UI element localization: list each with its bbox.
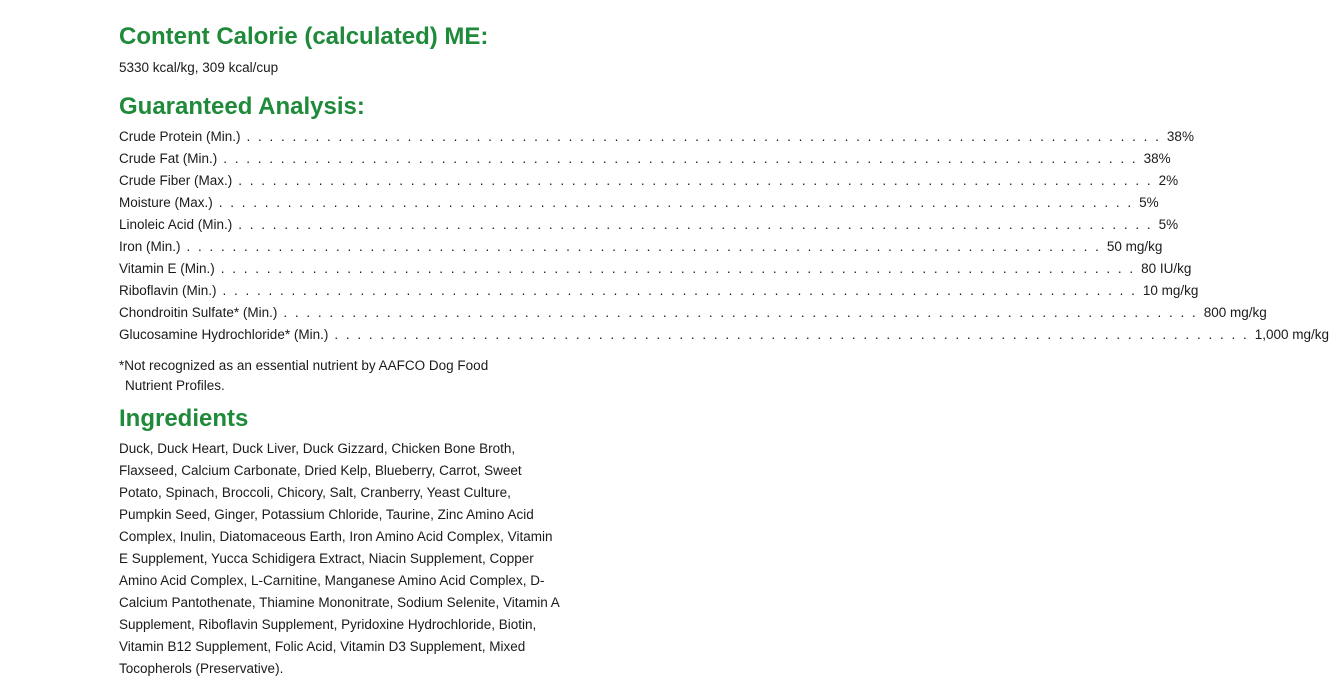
footnote xyxy=(119,356,539,396)
analysis-value: 800 mg/kg xyxy=(1203,305,1267,320)
analysis-value: 50 mg/kg xyxy=(1106,239,1163,254)
analysis-row xyxy=(119,214,1179,236)
dot-leader: . . . . . . . . . . . . . . . . . . . . . . . . . . . . . . . . . . . . . . . . . . . . . . . . . . . . . . . . . . . . . . . . . . . . . . . . . . . . . . . . xyxy=(246,129,1161,144)
analysis-value: 1,000 mg/kg xyxy=(1254,327,1329,342)
ingredients-list: Duck, Duck Heart, Duck Liver, Duck Gizzard, Chicken Bone Broth, Flaxseed, Calcium Carbonate, Dried Kelp, Blueberry, Carrot, Sweet Potato, Spinach, Broccoli, Chicory, Salt, Cranberry, Yeast Culture, Pumpkin Seed, Ginger, Potassium Chloride, Taurine, Zinc Amino Acid Complex, Inulin, Diatomaceous Earth, Iron Amino Acid Complex, Vitamin E Supplement, Yucca Schidigera Extract, Niacin Supplement, Copper Amino Acid Complex, L-Carnitine, Manganese Amino Acid Complex, D-Calcium Pantothenate, Thiamine Mononitrate, Sodium Selenite, Vitamin A Supplement, Riboflavin Supplement, Pyridoxine Hydrochloride, Biotin, Vitamin B12 Supplement, Folic Acid, Vitamin D3 Supplement, Mixed Tocopherols (Preservative). xyxy=(119,441,560,676)
guaranteed-analysis-heading: Guaranteed Analysis: xyxy=(119,93,365,120)
dot-leader: . . . . . . . . . . . . . . . . . . . . . . . . . . . . . . . . . . . . . . . . . . . . . . . . . . . . . . . . . . . . . . . . . . . . . . . . . . . . . . . . xyxy=(222,283,1137,298)
dot-leader: . . . . . . . . . . . . . . . . . . . . . . . . . . . . . . . . . . . . . . . . . . . . . . . . . . . . . . . . . . . . . . . . . . . . . . . . . . . . . . . . xyxy=(238,217,1153,232)
dot-leader: . . . . . . . . . . . . . . . . . . . . . . . . . . . . . . . . . . . . . . . . . . . . . . . . . . . . . . . . . . . . . . . . . . . . . . . . . . . . . . . . xyxy=(186,239,1101,254)
analysis-label: Chondroitin Sulfate* (Min.) xyxy=(119,305,278,320)
analysis-value: 2% xyxy=(1158,173,1179,188)
dot-leader: . . . . . . . . . . . . . . . . . . . . . . . . . . . . . . . . . . . . . . . . . . . . . . . . . . . . . . . . . . . . . . . . . . . . . . . . . . . . . . . . xyxy=(334,327,1249,342)
dot-leader: . . . . . . . . . . . . . . . . . . . . . . . . . . . . . . . . . . . . . . . . . . . . . . . . . . . . . . . . . . . . . . . . . . . . . . . . . . . . . . . . xyxy=(238,173,1153,188)
analysis-label: Linoleic Acid (Min.) xyxy=(119,217,233,232)
analysis-value: 10 mg/kg xyxy=(1142,283,1199,298)
analysis-value: 38% xyxy=(1143,151,1171,166)
analysis-label: Moisture (Max.) xyxy=(119,195,213,210)
analysis-row xyxy=(119,126,1194,148)
analysis-label: Riboflavin (Min.) xyxy=(119,283,217,298)
analysis-label: Crude Fat (Min.) xyxy=(119,151,218,166)
analysis-value: 80 IU/kg xyxy=(1141,261,1192,276)
analysis-row xyxy=(119,236,1163,258)
analysis-value: 38% xyxy=(1166,129,1194,144)
analysis-row xyxy=(119,280,1199,302)
analysis-value: 5% xyxy=(1158,217,1179,232)
analysis-label: Crude Protein (Min.) xyxy=(119,129,241,144)
dot-leader: . . . . . . . . . . . . . . . . . . . . . . . . . . . . . . . . . . . . . . . . . . . . . . . . . . . . . . . . . . . . . . . . . . . . . . . . . . . . . . . . xyxy=(283,305,1198,320)
analysis-row xyxy=(119,302,1267,324)
analysis-row xyxy=(119,148,1171,170)
dot-leader: . . . . . . . . . . . . . . . . . . . . . . . . . . . . . . . . . . . . . . . . . . . . . . . . . . . . . . . . . . . . . . . . . . . . . . . . . . . . . . . . xyxy=(218,195,1134,210)
analysis-row xyxy=(119,192,1159,214)
analysis-label: Crude Fiber (Max.) xyxy=(119,173,233,188)
footnote-line-2: Nutrient Profiles. xyxy=(125,378,225,393)
analysis-label: Iron (Min.) xyxy=(119,239,181,254)
analysis-label: Glucosamine Hydrochloride* (Min.) xyxy=(119,327,329,342)
analysis-row xyxy=(119,258,1192,280)
calorie-heading: Content Calorie (calculated) ME: xyxy=(119,23,489,50)
ingredients-heading: Ingredients xyxy=(119,405,249,432)
guaranteed-analysis-table xyxy=(119,126,1329,346)
analysis-row xyxy=(119,324,1329,346)
dot-leader: . . . . . . . . . . . . . . . . . . . . . . . . . . . . . . . . . . . . . . . . . . . . . . . . . . . . . . . . . . . . . . . . . . . . . . . . . . . . . . . . xyxy=(223,151,1138,166)
footnote-line-1: *Not recognized as an essential nutrient by AAFCO Dog Food xyxy=(119,358,489,373)
analysis-row xyxy=(119,170,1179,192)
analysis-label: Vitamin E (Min.) xyxy=(119,261,215,276)
dot-leader: . . . . . . . . . . . . . . . . . . . . . . . . . . . . . . . . . . . . . . . . . . . . . . . . . . . . . . . . . . . . . . . . . . . . . . . . . . . . . . . . xyxy=(220,261,1136,276)
calorie-content: 5330 kcal/kg, 309 kcal/cup xyxy=(119,60,279,75)
nutrition-label xyxy=(119,22,1329,680)
analysis-value: 5% xyxy=(1139,195,1159,210)
